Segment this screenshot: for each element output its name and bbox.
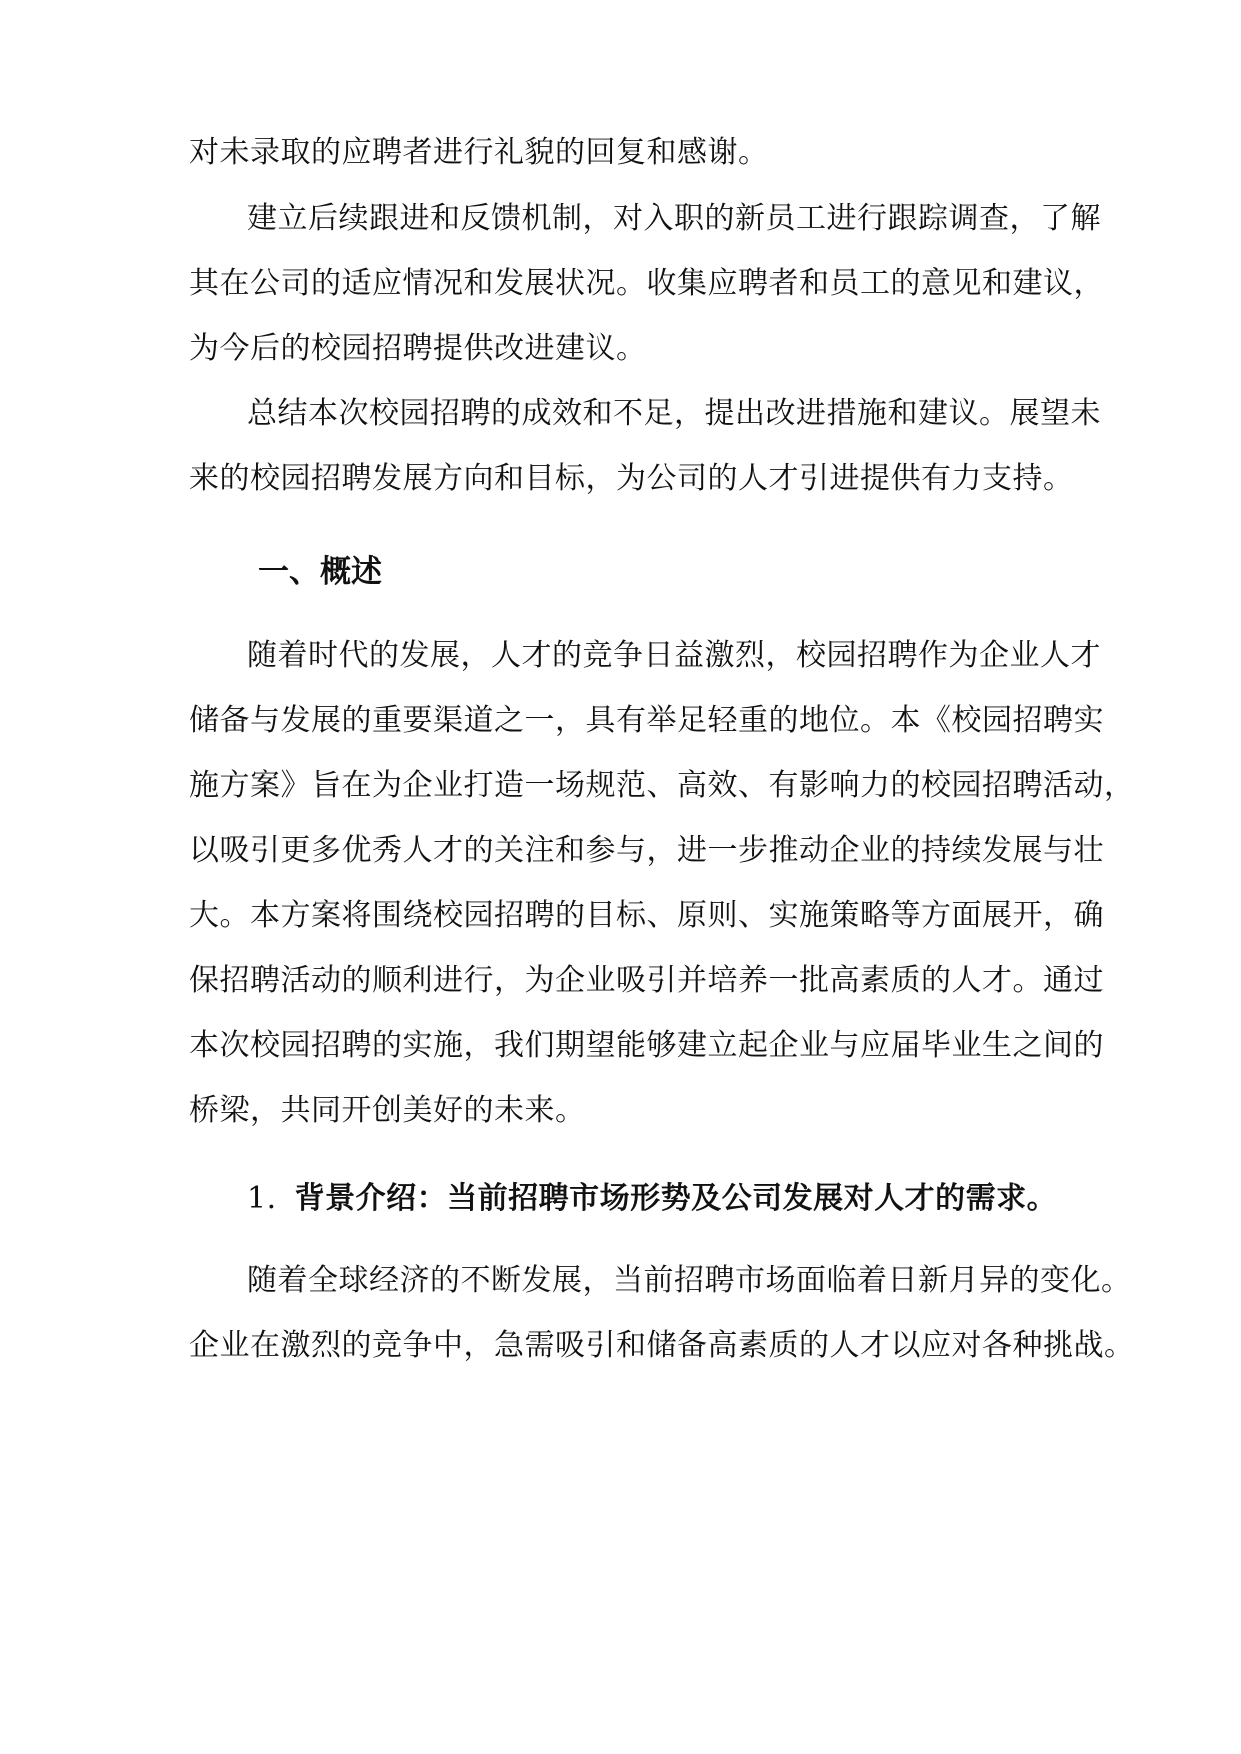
paragraph-line: 建立后续跟进和反馈机制，对入职的新员工进行跟踪调查，了解: [247, 201, 1101, 236]
paragraph-line: 随着时代的发展，人才的竞争日益激烈，校园招聘作为企业人才: [247, 638, 1101, 673]
paragraph-line: 储备与发展的重要渠道之一，具有举足轻重的地位。本《校园招聘实: [189, 703, 1104, 738]
paragraph-line: 随着全球经济的不断发展，当前招聘市场面临着日新月异的变化。: [247, 1263, 1132, 1298]
paragraph-line: 大。本方案将围绕校园招聘的目标、原则、实施策略等方面展开，确: [189, 898, 1104, 933]
paragraph-line: 本次校园招聘的实施，我们期望能够建立起企业与应届毕业生之间的: [189, 1028, 1104, 1063]
paragraph-line: 总结本次校园招聘的成效和不足，提出改进措施和建议。展望未: [247, 396, 1101, 431]
subsection-number: 1.: [247, 1181, 277, 1216]
paragraph-line: 施方案》旨在为企业打造一场规范、高效、有影响力的校园招聘活动，: [189, 768, 1135, 803]
subsection-heading: [247, 1179, 1057, 1219]
paragraph-line: 其在公司的适应情况和发展状况。收集应聘者和员工的意见和建议，: [189, 266, 1104, 301]
paragraph-line: 桥梁，共同开创美好的未来。: [189, 1093, 586, 1128]
subsection-title: 背景介绍：当前招聘市场形势及公司发展对人才的需求。: [294, 1181, 1058, 1216]
paragraph-line: 为今后的校园招聘提供改进建议。: [189, 331, 647, 366]
paragraph-line: 来的校园招聘发展方向和目标，为公司的人才引进提供有力支持。: [189, 461, 1074, 496]
paragraph-line: 企业在激烈的竞争中，急需吸引和储备高素质的人才以应对各种挑战。: [189, 1328, 1135, 1363]
section-heading: 一、概述: [258, 554, 382, 590]
paragraph-line: 对未录取的应聘者进行礼貌的回复和感谢。: [189, 135, 769, 170]
paragraph-line: 以吸引更多优秀人才的关注和参与，进一步推动企业的持续发展与壮: [189, 833, 1104, 868]
paragraph-line: 保招聘活动的顺利进行，为企业吸引并培养一批高素质的人才。通过: [189, 963, 1104, 998]
